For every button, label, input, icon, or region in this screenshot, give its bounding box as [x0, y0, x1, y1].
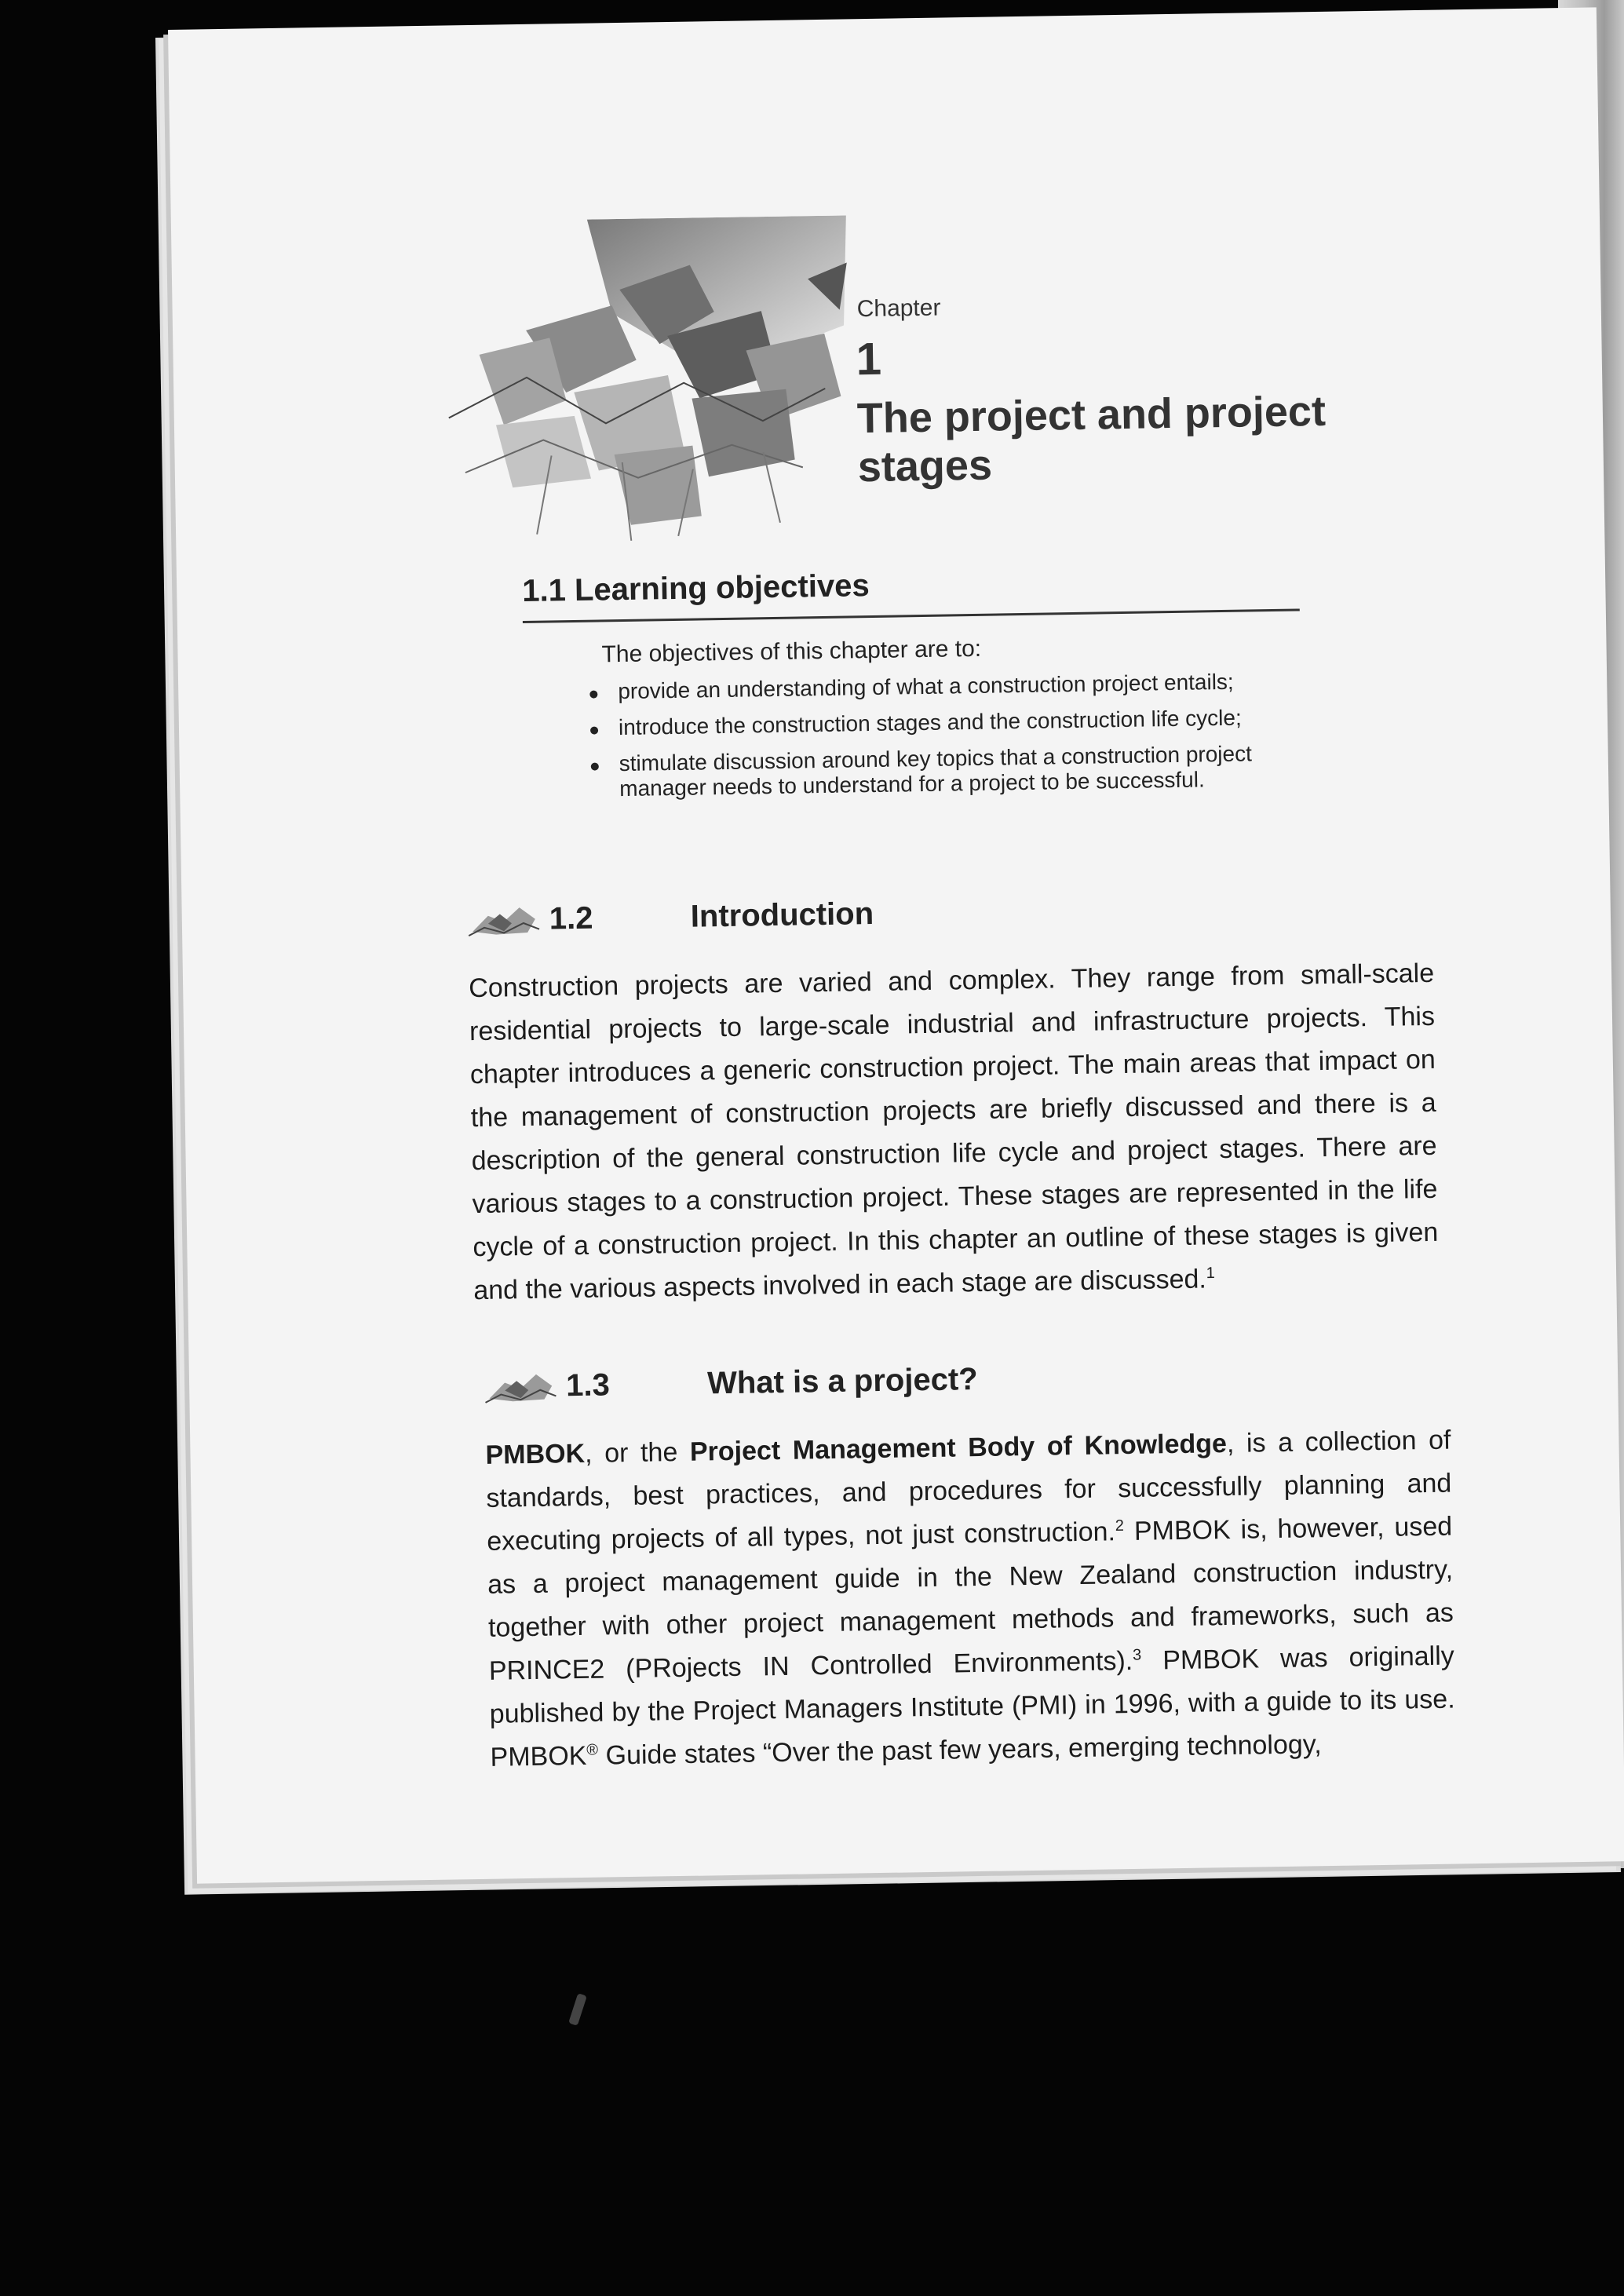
scan-artifact	[568, 1993, 587, 2026]
paragraph-text: PMBOK was originally published by the Project Managers Institute (PMI) in 1996, with a guide to its use. PMBOK	[489, 1641, 1455, 1772]
section-title: What is a project?	[706, 1361, 978, 1400]
chapter-title: The project and project stages	[856, 387, 1327, 491]
term-pmbok-full: Project Management Body of Knowledge	[689, 1429, 1228, 1467]
paragraph-text: , or the	[584, 1436, 691, 1469]
list-item: stimulate discussion around key topics that a construction project manager needs to understand for a project to be successful.	[588, 741, 1295, 802]
section-title: Introduction	[690, 896, 874, 934]
construction-rubble-icon	[464, 900, 543, 940]
what-is-project-paragraph	[485, 1419, 1456, 1779]
list-item: introduce the construction stages and the construction life cycle;	[587, 705, 1294, 741]
list-item: provide an understanding of what a construction project entails;	[586, 669, 1293, 705]
footnote-ref: 1	[1206, 1264, 1216, 1283]
book-page	[168, 7, 1624, 1883]
registered-mark: ®	[586, 1741, 599, 1759]
objectives-intro: The objectives of this chapter are to:	[601, 635, 982, 668]
chapter-label: Chapter	[856, 294, 941, 323]
section-heading-introduction	[464, 890, 874, 944]
chapter-number: 1	[856, 333, 882, 385]
footnote-ref: 2	[1115, 1517, 1125, 1535]
construction-rubble-icon	[481, 1366, 560, 1407]
learning-objectives-heading: 1.1 Learning objectives	[521, 568, 870, 608]
section-number: 1.2	[549, 900, 593, 936]
introduction-body: Construction projects are varied and complex. They range from small-scale residential projects to large-scale industrial and infrastructure projects. This chapter introduces a generic construction project. The main areas that impact on the management of construction projects are briefly discussed and there is a description of the general construction life cycle and project stages. There are various stages to a construction project. These stages are represented in the life cycle of a construction project. In this chapter an outline of these stages is given and the various aspects involved in each stage are discussed.	[468, 958, 1439, 1306]
chapter-header-illustration	[430, 213, 1001, 551]
paragraph-text: Guide states “Over the past few years, emerging technology,	[597, 1729, 1322, 1771]
introduction-paragraph	[469, 952, 1440, 1312]
section-heading-what-is-project	[481, 1356, 978, 1411]
footnote-ref: 3	[1132, 1646, 1142, 1664]
objectives-list	[586, 669, 1295, 813]
term-pmbok: PMBOK	[485, 1438, 586, 1470]
section-number: 1.3	[565, 1367, 611, 1403]
paragraph-text: PMBOK is, however, used as a project management guide in the New Zealand construction industry, together with other project management methods and frameworks, such as PRINCE2 (PRojects IN Controlled Environments).	[487, 1511, 1454, 1686]
paragraph-text: , is a collection of standards, best practices, and procedures for successfully planning and executing projects of all types, not just construction.	[486, 1425, 1452, 1557]
heading-rule	[523, 608, 1300, 623]
